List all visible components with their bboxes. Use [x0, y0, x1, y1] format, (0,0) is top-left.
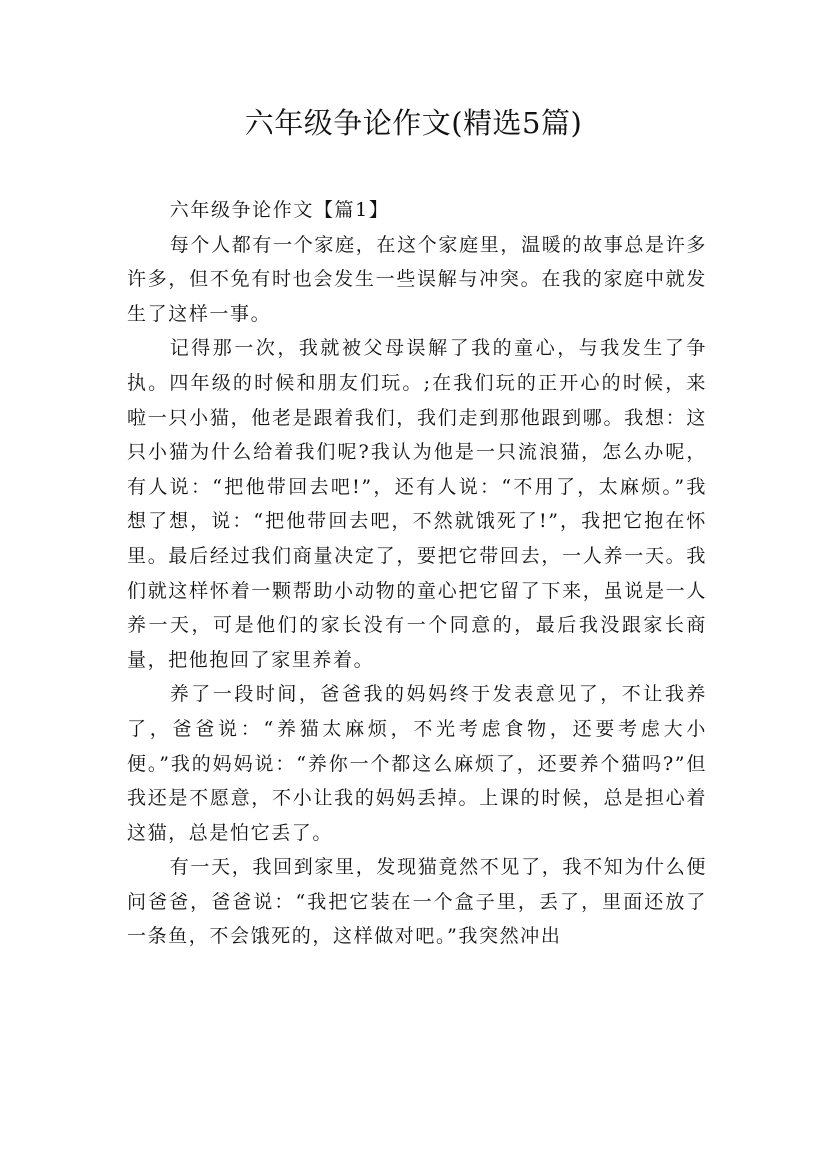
paragraph-3: 养了一段时间，爸爸我的妈妈终于发表意见了，不让我养了，爸爸说：“养猫太麻烦，不光考虑食物，还要考虑大小便。”我的妈妈说：“养你一个都这么麻烦了，还要养个猫吗?”但我还是不愿意，不小让我的妈妈丢掉。上课的时候，总是担心着这猫，总是怕它丢了。: [127, 683, 707, 844]
document-body: [127, 193, 707, 954]
section-heading: 六年级争论作文【篇1】: [169, 199, 390, 221]
paragraph-1: 每个人都有一个家庭，在这个家庭里，温暖的故事总是许多许多，但不免有时也会发生一些误解与冲突。在我的家庭中就发生了这样一事。: [127, 233, 707, 325]
paragraph-2: 记得那一次，我就被父母误解了我的童心，与我发生了争执。四年级的时候和朋友们玩。;在我们玩的正开心的时候，来啦一只小猫，他老是跟着我们，我们走到那他跟到哪。我想：这只小猫为什么给着我们呢?我认为他是一只流浪猫，怎么办呢，有人说：“把他带回去吧!”，还有人说：“不用了，太麻烦。”我想了想，说：“把他带回去吧，不然就饿死了!”，我把它抱在怀里。最后经过我们商量决定了，要把它带回去，一人养一天。我们就这样怀着一颗帮助小动物的童心把它留了下来，虽说是一人养一天，可是他们的家长没有一个同意的，最后我没跟家长商量，把他抱回了家里养着。: [127, 337, 707, 671]
paragraph-4: 有一天，我回到家里，发现猫竟然不见了，我不知为什么便问爸爸，爸爸说：“我把它装在一个盒子里，丢了，里面还放了一条鱼，不会饿死的，这样做对吧。”我突然冲出: [127, 856, 707, 948]
document-title: 六年级争论作文(精选5篇): [244, 106, 583, 140]
